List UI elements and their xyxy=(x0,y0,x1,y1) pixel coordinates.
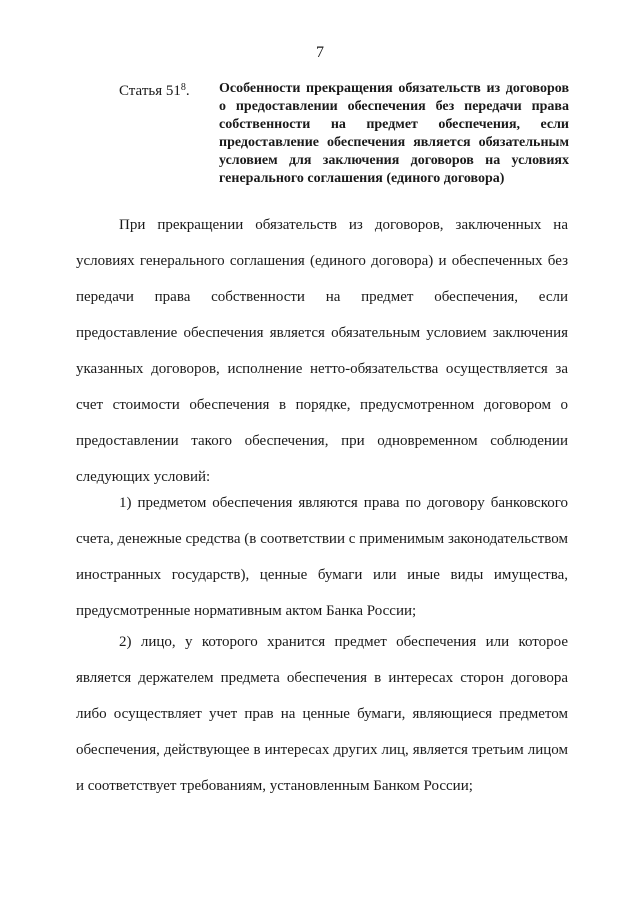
article-label-suffix: . xyxy=(185,83,190,99)
article-number: Статья 51 xyxy=(119,83,181,99)
paragraph-condition-1: 1) предметом обеспечения являются права по договору банковского счета, денежные средства (в соответствии с применимым законодательством иностранных государств), ценные бумаги или иные виды имущества, предусмотренные нормативным актом Банка России; xyxy=(76,495,568,619)
paragraph-intro: При прекращении обязательств из договоров, заключенных на условиях генерального соглашения (единого договора) и обеспеченных без передачи права собственности на предмет обеспечения, если предоставление обеспечения является обязательным условием заключения указанных договоров, исполнение нетто-обязательства осуществляется за счет стоимости обеспечения в порядке, предусмотренном договором о предоставлении такого обеспечения, при одновременном соблюдении следующих условий: xyxy=(76,217,568,485)
article-label xyxy=(119,82,190,100)
page-number: 7 xyxy=(316,44,324,61)
paragraph-condition-2: 2) лицо, у которого хранится предмет обеспечения или которое является держателем предмета обеспечения в интересах сторон договора либо осуществляет учет прав на ценные бумаги, являющиеся предметом обеспечения, действующее в интересах других лиц, является третьим лицом и соответствует требованиям, установленным Банком России; xyxy=(76,634,568,794)
article-title: Особенности прекращения обязательств из договоров о предоставлении обеспечения без передачи права собственности на предмет обеспечения, если предоставление обеспечения является обязательным условием для заключения договоров на условиях генерального соглашения (единого договора) xyxy=(219,81,569,186)
article-superscript: 8 xyxy=(180,82,186,93)
